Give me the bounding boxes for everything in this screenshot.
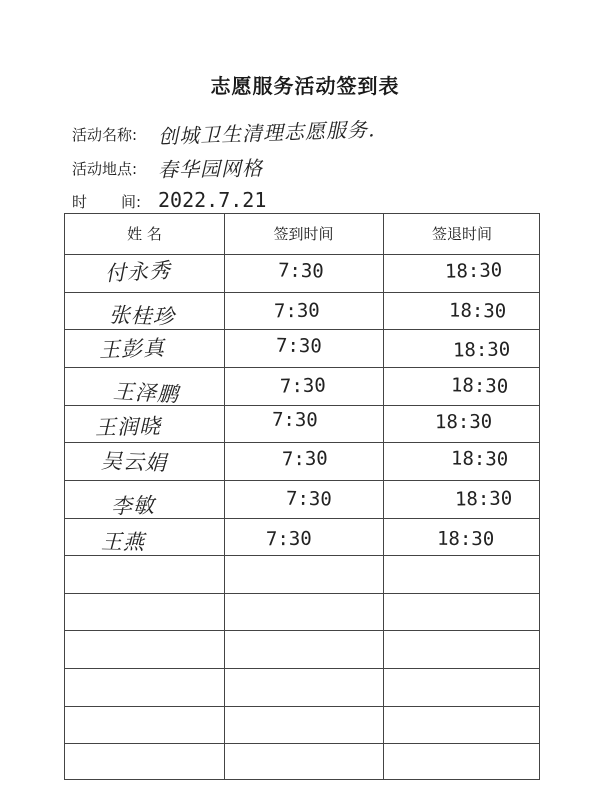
activity-name-label: 活动名称: — [72, 126, 138, 144]
checkin-time: 7:30 — [275, 334, 322, 358]
signature-name: 付永秀 — [104, 258, 172, 286]
checkout-time: 18:30 — [450, 447, 509, 471]
activity-location-label: 活动地点: — [72, 160, 138, 178]
signature-name: 王燕 — [100, 529, 146, 555]
row-divider — [65, 593, 539, 594]
row-divider — [65, 706, 539, 707]
checkout-time: 18:30 — [450, 374, 509, 398]
checkin-time: 7:30 — [279, 374, 327, 398]
checkout-time: 18:30 — [448, 299, 507, 323]
checkout-time: 18:30 — [454, 487, 513, 511]
checkout-time: 18:30 — [452, 338, 511, 362]
checkin-time: 7:30 — [277, 259, 325, 283]
signature-name: 吴云娟 — [100, 448, 168, 476]
signature-name: 王彭真 — [98, 335, 166, 363]
activity-name-value: 创城卫生清理志愿服务. — [157, 117, 376, 149]
row-divider — [65, 480, 539, 481]
signature-name: 李敏 — [110, 493, 156, 519]
form-title: 志愿服务活动签到表 — [210, 74, 400, 98]
checkin-time: 7:30 — [265, 527, 312, 551]
signin-table — [64, 213, 540, 780]
signature-name: 王润晓 — [94, 414, 162, 440]
signature-name: 王泽鹏 — [112, 379, 180, 407]
row-divider — [65, 630, 539, 631]
row-divider — [65, 254, 539, 255]
row-divider — [65, 292, 539, 293]
row-divider — [65, 668, 539, 669]
column-divider — [224, 214, 225, 779]
checkin-time: 7:30 — [271, 408, 318, 432]
checkout-time: 18:30 — [434, 410, 493, 434]
column-header: 签退时间 — [431, 225, 492, 243]
checkin-time: 7:30 — [285, 487, 332, 511]
row-divider — [65, 442, 539, 443]
activity-location-value: 春华园网格 — [157, 156, 264, 182]
activity-time-value: 2022.7.21 — [158, 188, 267, 212]
column-header: 姓 名 — [127, 225, 162, 243]
column-divider — [383, 214, 384, 779]
column-header: 签到时间 — [273, 225, 334, 243]
activity-time-label: 时 间: — [72, 193, 142, 211]
checkin-time: 7:30 — [281, 447, 328, 471]
signature-name: 张桂珍 — [108, 302, 176, 330]
row-divider — [65, 743, 539, 744]
checkout-time: 18:30 — [444, 259, 503, 283]
checkin-time: 7:30 — [273, 299, 320, 323]
row-divider — [65, 367, 539, 368]
checkout-time: 18:30 — [436, 527, 495, 551]
